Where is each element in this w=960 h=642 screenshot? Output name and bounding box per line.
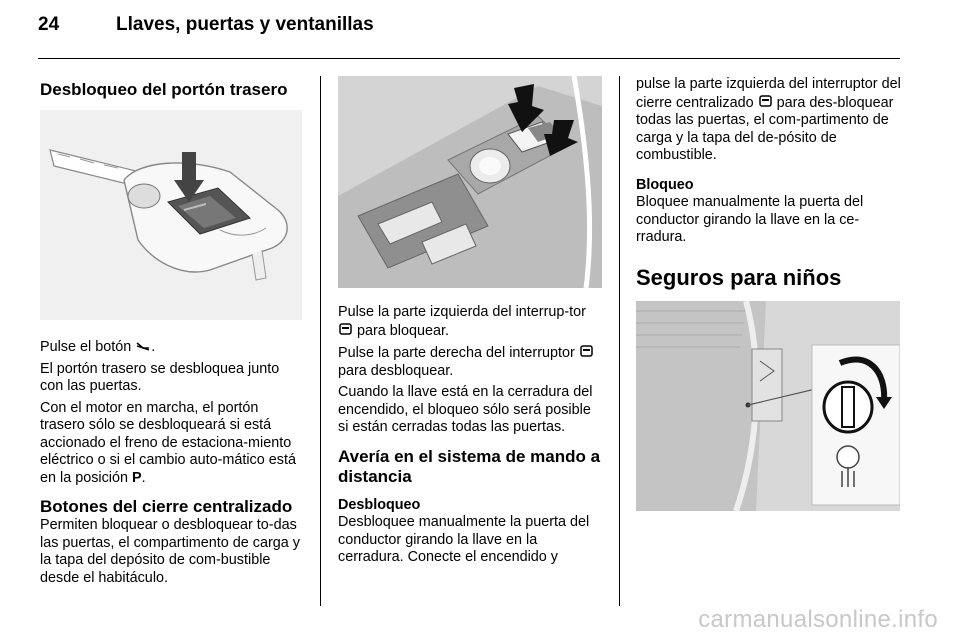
paragraph (40, 400, 302, 488)
text-run: Pulse la parte derecha del interruptor (338, 345, 575, 361)
watermark: carmanualsonline.info (698, 606, 938, 633)
subheading: Desbloqueo (338, 496, 421, 513)
paragraph (338, 344, 602, 380)
paragraph (636, 76, 904, 165)
gear-position: P (132, 469, 142, 486)
column-3 (636, 76, 904, 511)
central-lock-icon (758, 94, 773, 112)
column-2 (338, 76, 602, 567)
paragraph (338, 304, 602, 340)
paragraph: Desbloquee manualmente la puerta del conductor girando la llave en la cerradura. Conecte el encendido y (338, 514, 590, 565)
door-switch-illustration (338, 76, 602, 288)
text-run: para des-bloquear todas las puertas, el com-partimento de carga y la tapa del de-pósito de combustible. (636, 94, 894, 163)
column-divider (619, 76, 620, 606)
paragraph: Bloquee manualmente la puerta del conductor girando la llave en la ce-rradura. (636, 194, 864, 245)
paragraph: Cuando la llave está en la cerradura del encendido, el bloqueo sólo será posible si están cerradas todas las puertas. (338, 384, 593, 435)
text-run: pulse la parte izquierda del interruptor del cierre centralizado (636, 76, 901, 111)
text-run: para bloquear. (357, 322, 450, 339)
tailgate-icon (135, 338, 151, 356)
section-heading: Botones del cierre centralizado (40, 497, 293, 516)
chapter-title: Llaves, puertas y ventanillas (116, 14, 374, 35)
text-run: Pulse la parte izquierda del interrup-tor (338, 304, 586, 320)
child-lock-drawing (636, 301, 900, 511)
text-run: Con el motor en marcha, el portón trasero sólo se desbloqueará si está accionado el freno de estaciona-miento eléctrico o si el cambio auto-mático está en la posición (40, 399, 296, 486)
central-lock-icon (579, 344, 594, 362)
header-rule (38, 58, 900, 59)
child-lock-illustration (636, 301, 900, 511)
central-lock-icon (338, 322, 353, 340)
key-fob-illustration (40, 110, 302, 320)
section-heading: Seguros para niños (636, 264, 842, 290)
column-1 (40, 76, 302, 587)
subheading: Bloqueo (636, 176, 694, 193)
column-divider (320, 76, 321, 606)
door-switch-drawing (338, 76, 602, 288)
text-run: para desbloquear. (338, 362, 454, 379)
page-number: 24 (38, 14, 60, 35)
section-heading: Desbloqueo del portón trasero (40, 80, 288, 99)
text-run: . (151, 339, 156, 355)
paragraph: El portón trasero se desbloquea junto con las puertas. (40, 360, 280, 394)
paragraph (40, 338, 302, 357)
paragraph: Permiten bloquear o desbloquear to-das las puertas, el compartimento de carga y la tapa del depósito de com-bustible desde el habitáculo. (40, 517, 300, 586)
text-run: . (141, 469, 146, 486)
section-heading: Avería en el sistema de mando a distancia (338, 446, 601, 486)
text-run: Pulse el botón (40, 339, 132, 355)
page-header (38, 14, 374, 44)
key-fob-drawing (40, 110, 302, 320)
